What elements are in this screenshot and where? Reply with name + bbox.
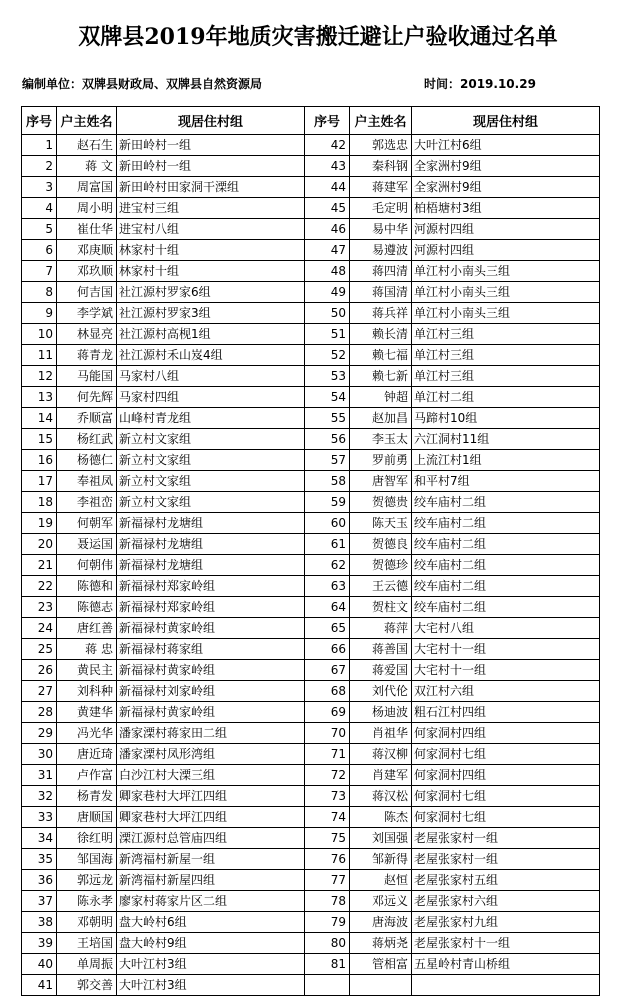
left-seq-cell: 7 [22,261,57,282]
left-seq-cell: 39 [22,933,57,954]
left-village-cell: 新立村文家组 [117,471,305,492]
right-name-cell: 蒋善国 [350,639,412,660]
table-row [22,597,600,618]
right-seq-cell: 50 [305,303,350,324]
right-village-cell: 何家洞村七组 [412,786,600,807]
left-village-cell: 溧江源村总管庙四组 [117,828,305,849]
left-name-cell: 卢作富 [57,765,117,786]
right-seq-cell: 69 [305,702,350,723]
right-village-cell: 老屋张家村六组 [412,891,600,912]
table-row [22,198,600,219]
right-name-cell: 易遵波 [350,240,412,261]
header-village: 现居住村组 [117,107,305,135]
table-row [22,219,600,240]
left-village-cell: 社江源村罗家6组 [117,282,305,303]
right-seq-cell: 81 [305,954,350,975]
right-village-cell: 老屋张家村一组 [412,849,600,870]
right-village-cell: 马蹄村10组 [412,408,600,429]
table-row [22,135,600,156]
right-seq-cell: 58 [305,471,350,492]
table-row [22,429,600,450]
right-name-cell: 钟超 [350,387,412,408]
left-seq-cell: 12 [22,366,57,387]
left-name-cell: 陈永孝 [57,891,117,912]
table-row [22,366,600,387]
left-name-cell: 奉祖凤 [57,471,117,492]
right-name-cell: 唐海波 [350,912,412,933]
left-village-cell: 新立村文家组 [117,429,305,450]
left-name-cell: 邓玖顺 [57,261,117,282]
right-seq-cell: 43 [305,156,350,177]
right-seq-cell: 66 [305,639,350,660]
right-seq-cell: 74 [305,807,350,828]
left-seq-cell: 35 [22,849,57,870]
left-village-cell: 新立村文家组 [117,492,305,513]
left-village-cell: 林家村十组 [117,261,305,282]
right-seq-cell: 78 [305,891,350,912]
left-name-cell: 何吉国 [57,282,117,303]
right-name-cell: 陈天玉 [350,513,412,534]
table-row [22,891,600,912]
left-name-cell: 杨青发 [57,786,117,807]
left-seq-cell: 8 [22,282,57,303]
right-village-cell: 单江村小南头三组 [412,282,600,303]
table-row [22,303,600,324]
right-name-cell: 蒋爱国 [350,660,412,681]
right-name-cell: 刘国强 [350,828,412,849]
left-seq-cell: 18 [22,492,57,513]
left-village-cell: 盘大岭村6组 [117,912,305,933]
right-name-cell: 刘代伦 [350,681,412,702]
left-name-cell: 聂运国 [57,534,117,555]
table-row [22,849,600,870]
right-name-cell: 蒋萍 [350,618,412,639]
right-name-cell: 蒋建军 [350,177,412,198]
left-seq-cell: 14 [22,408,57,429]
right-name-cell: 肖祖华 [350,723,412,744]
left-name-cell: 杨红武 [57,429,117,450]
right-village-cell: 老屋张家村十一组 [412,933,600,954]
left-village-cell: 山峰村青龙组 [117,408,305,429]
left-village-cell: 新福禄村黄家岭组 [117,660,305,681]
left-seq-cell: 15 [22,429,57,450]
table-row [22,786,600,807]
left-seq-cell: 19 [22,513,57,534]
table-row [22,492,600,513]
right-seq-cell: 65 [305,618,350,639]
right-seq-cell: 44 [305,177,350,198]
right-name-cell: 王云德 [350,576,412,597]
left-village-cell: 马家村四组 [117,387,305,408]
right-seq-cell: 67 [305,660,350,681]
left-seq-cell: 25 [22,639,57,660]
left-village-cell: 大叶江村3组 [117,954,305,975]
right-name-cell: 郭选忠 [350,135,412,156]
right-village-cell: 全家洲村9组 [412,156,600,177]
right-name-cell: 蒋四清 [350,261,412,282]
left-name-cell: 周小明 [57,198,117,219]
right-seq-cell: 54 [305,387,350,408]
right-village-cell: 绞车庙村二组 [412,492,600,513]
right-seq-cell: 75 [305,828,350,849]
left-name-cell: 何先辉 [57,387,117,408]
left-village-cell: 新福禄村蒋家组 [117,639,305,660]
table-row [22,324,600,345]
right-village-cell: 何家洞村七组 [412,807,600,828]
left-seq-cell: 13 [22,387,57,408]
table-row [22,639,600,660]
roster-table [21,106,600,996]
right-name-cell: 罗前勇 [350,450,412,471]
right-village-cell: 大宅村十一组 [412,660,600,681]
left-name-cell: 李祖峦 [57,492,117,513]
right-village-cell: 双江村六组 [412,681,600,702]
right-village-cell: 单江村小南头三组 [412,303,600,324]
right-name-cell: 唐智军 [350,471,412,492]
left-seq-cell: 22 [22,576,57,597]
right-village-cell: 五星岭村青山桥组 [412,954,600,975]
date-label: 时间：2019.10.29 [424,77,536,91]
left-seq-cell: 34 [22,828,57,849]
left-name-cell: 何朝军 [57,513,117,534]
left-village-cell: 马家村八组 [117,366,305,387]
left-seq-cell: 10 [22,324,57,345]
left-seq-cell: 3 [22,177,57,198]
right-name-cell: 管相富 [350,954,412,975]
left-village-cell: 新福禄村刘家岭组 [117,681,305,702]
left-seq-cell: 41 [22,975,57,996]
table-row [22,702,600,723]
right-seq-cell: 71 [305,744,350,765]
left-name-cell: 崔仕华 [57,219,117,240]
left-name-cell: 陈德志 [57,597,117,618]
table-row [22,177,600,198]
right-name-cell: 贺德贵 [350,492,412,513]
left-village-cell: 潘家溧村凤形湾组 [117,744,305,765]
right-seq-cell: 47 [305,240,350,261]
right-village-cell: 老屋张家村一组 [412,828,600,849]
right-seq-cell: 68 [305,681,350,702]
right-seq-cell: 55 [305,408,350,429]
right-village-cell: 河源村四组 [412,240,600,261]
left-village-cell: 廖家村蒋家片区二组 [117,891,305,912]
right-name-cell: 蒋汉柳 [350,744,412,765]
table-row [22,576,600,597]
right-village-cell: 全家洲村9组 [412,177,600,198]
left-seq-cell: 2 [22,156,57,177]
left-village-cell: 新田岭村一组 [117,156,305,177]
right-name-cell: 毛定明 [350,198,412,219]
left-seq-cell: 40 [22,954,57,975]
right-village-cell: 单江村三组 [412,366,600,387]
right-village-cell: 粗石江村四组 [412,702,600,723]
left-seq-cell: 6 [22,240,57,261]
right-name-cell: 赵恒 [350,870,412,891]
left-seq-cell: 1 [22,135,57,156]
left-village-cell: 新福禄村黄家岭组 [117,702,305,723]
right-seq-cell: 53 [305,366,350,387]
right-village-cell: 河源村四组 [412,219,600,240]
right-village-cell [412,975,600,996]
right-name-cell: 赖长清 [350,324,412,345]
right-name-cell [350,975,412,996]
header-name-right: 户主姓名 [350,107,412,135]
left-name-cell: 单周振 [57,954,117,975]
right-name-cell: 秦科钢 [350,156,412,177]
right-village-cell: 单江村二组 [412,387,600,408]
right-seq-cell: 77 [305,870,350,891]
table-row [22,744,600,765]
left-village-cell: 新福禄村郑家岭组 [117,597,305,618]
left-name-cell: 郭交善 [57,975,117,996]
right-name-cell: 赖七新 [350,366,412,387]
table-row [22,660,600,681]
table-row [22,471,600,492]
right-seq-cell: 60 [305,513,350,534]
left-name-cell: 蒋 文 [57,156,117,177]
right-name-cell: 易中华 [350,219,412,240]
left-name-cell: 唐顺国 [57,807,117,828]
table-row [22,723,600,744]
left-village-cell: 白沙江村大溧三组 [117,765,305,786]
right-seq-cell: 56 [305,429,350,450]
right-seq-cell: 51 [305,324,350,345]
right-seq-cell: 45 [305,198,350,219]
document-title: 双牌县2019年地质灾害搬迁避让户验收通过名单 [78,24,558,50]
left-village-cell: 新福禄村黄家岭组 [117,618,305,639]
left-village-cell: 社江源村高枧1组 [117,324,305,345]
right-name-cell: 杨迪波 [350,702,412,723]
left-village-cell: 新福禄村郑家岭组 [117,576,305,597]
right-village-cell: 单江村小南头三组 [412,261,600,282]
left-seq-cell: 20 [22,534,57,555]
header-seq: 序号 [22,107,57,135]
table-row [22,240,600,261]
right-village-cell: 何家洞村四组 [412,765,600,786]
left-name-cell: 郭远龙 [57,870,117,891]
left-name-cell: 李学斌 [57,303,117,324]
right-name-cell: 邹新得 [350,849,412,870]
left-seq-cell: 28 [22,702,57,723]
right-name-cell: 肖建军 [350,765,412,786]
left-village-cell: 进宝村三组 [117,198,305,219]
left-name-cell: 蒋青龙 [57,345,117,366]
table-row [22,618,600,639]
right-seq-cell [305,975,350,996]
left-seq-cell: 36 [22,870,57,891]
table-row [22,345,600,366]
table-row [22,513,600,534]
right-name-cell: 赖七福 [350,345,412,366]
left-seq-cell: 30 [22,744,57,765]
right-seq-cell: 73 [305,786,350,807]
table-row [22,870,600,891]
left-seq-cell: 4 [22,198,57,219]
left-name-cell: 周富国 [57,177,117,198]
left-name-cell: 林显亮 [57,324,117,345]
table-row [22,681,600,702]
header-village-right: 现居住村组 [412,107,600,135]
left-seq-cell: 31 [22,765,57,786]
left-seq-cell: 37 [22,891,57,912]
left-name-cell: 何朝伟 [57,555,117,576]
right-village-cell: 绞车庙村二组 [412,534,600,555]
right-seq-cell: 46 [305,219,350,240]
table-row [22,534,600,555]
right-seq-cell: 57 [305,450,350,471]
left-name-cell: 邓朝明 [57,912,117,933]
right-name-cell: 蒋炳尧 [350,933,412,954]
left-village-cell: 林家村十组 [117,240,305,261]
left-seq-cell: 38 [22,912,57,933]
table-row [22,282,600,303]
right-seq-cell: 63 [305,576,350,597]
left-name-cell: 蒋 忠 [57,639,117,660]
left-seq-cell: 11 [22,345,57,366]
right-village-cell: 大宅村十一组 [412,639,600,660]
left-name-cell: 刘科种 [57,681,117,702]
left-name-cell: 黄民主 [57,660,117,681]
right-seq-cell: 61 [305,534,350,555]
left-name-cell: 王培国 [57,933,117,954]
left-village-cell: 新田岭村一组 [117,135,305,156]
right-name-cell: 蒋兵祥 [350,303,412,324]
table-row [22,933,600,954]
left-village-cell: 新福禄村龙塘组 [117,534,305,555]
table-row [22,555,600,576]
header-row [22,107,600,135]
right-village-cell: 大宅村八组 [412,618,600,639]
left-village-cell: 新湾福村新屋一组 [117,849,305,870]
right-village-cell: 老屋张家村五组 [412,870,600,891]
right-village-cell: 六江洞村11组 [412,429,600,450]
right-seq-cell: 59 [305,492,350,513]
right-village-cell: 绞车庙村二组 [412,555,600,576]
right-village-cell: 单江村三组 [412,345,600,366]
left-seq-cell: 32 [22,786,57,807]
right-name-cell: 贺柱文 [350,597,412,618]
left-village-cell: 社江源村罗家3组 [117,303,305,324]
right-village-cell: 上流江村1组 [412,450,600,471]
right-seq-cell: 80 [305,933,350,954]
right-village-cell: 单江村三组 [412,324,600,345]
left-name-cell: 唐红善 [57,618,117,639]
right-seq-cell: 72 [305,765,350,786]
right-name-cell: 邓远义 [350,891,412,912]
table-row [22,807,600,828]
left-village-cell: 新福禄村龙塘组 [117,555,305,576]
header-seq-right: 序号 [305,107,350,135]
right-village-cell: 和平村7组 [412,471,600,492]
right-seq-cell: 64 [305,597,350,618]
right-name-cell: 蒋国清 [350,282,412,303]
right-name-cell: 蒋汉松 [350,786,412,807]
left-village-cell: 新立村文家组 [117,450,305,471]
table-row [22,954,600,975]
left-seq-cell: 23 [22,597,57,618]
left-name-cell: 马能国 [57,366,117,387]
left-name-cell: 冯光华 [57,723,117,744]
left-village-cell: 大叶江村3组 [117,975,305,996]
left-seq-cell: 16 [22,450,57,471]
right-village-cell: 何家洞村四组 [412,723,600,744]
right-seq-cell: 62 [305,555,350,576]
left-seq-cell: 5 [22,219,57,240]
right-seq-cell: 79 [305,912,350,933]
right-name-cell: 赵加昌 [350,408,412,429]
left-village-cell: 社江源村禾山岌4组 [117,345,305,366]
right-seq-cell: 52 [305,345,350,366]
table-row [22,408,600,429]
table-row [22,450,600,471]
left-seq-cell: 21 [22,555,57,576]
right-seq-cell: 42 [305,135,350,156]
left-seq-cell: 29 [22,723,57,744]
table-row [22,156,600,177]
left-village-cell: 新福禄村龙塘组 [117,513,305,534]
left-village-cell: 进宝村八组 [117,219,305,240]
table-row [22,765,600,786]
right-village-cell: 老屋张家村九组 [412,912,600,933]
header-name: 户主姓名 [57,107,117,135]
left-name-cell: 赵石生 [57,135,117,156]
right-name-cell: 李玉太 [350,429,412,450]
left-village-cell: 卿家巷村大坪江四组 [117,807,305,828]
left-seq-cell: 17 [22,471,57,492]
left-seq-cell: 9 [22,303,57,324]
left-village-cell: 盘大岭村9组 [117,933,305,954]
left-seq-cell: 24 [22,618,57,639]
right-village-cell: 绞车庙村二组 [412,576,600,597]
left-name-cell: 邓庚顺 [57,240,117,261]
left-name-cell: 黄建华 [57,702,117,723]
right-seq-cell: 70 [305,723,350,744]
table-row [22,912,600,933]
right-name-cell: 陈杰 [350,807,412,828]
right-village-cell: 何家洞村七组 [412,744,600,765]
right-seq-cell: 49 [305,282,350,303]
right-village-cell: 绞车庙村二组 [412,597,600,618]
left-name-cell: 邹国海 [57,849,117,870]
left-name-cell: 陈德和 [57,576,117,597]
right-seq-cell: 48 [305,261,350,282]
table-row [22,387,600,408]
left-name-cell: 徐红明 [57,828,117,849]
right-village-cell: 大叶江村6组 [412,135,600,156]
compiling-unit: 编制单位：双牌县财政局、双牌县自然资源局 [22,77,263,91]
right-village-cell: 绞车庙村二组 [412,513,600,534]
right-name-cell: 贺德珍 [350,555,412,576]
left-name-cell: 唐近琦 [57,744,117,765]
table-row [22,975,600,996]
left-village-cell: 潘家溧村蒋家田二组 [117,723,305,744]
left-village-cell: 卿家巷村大坪江四组 [117,786,305,807]
left-seq-cell: 27 [22,681,57,702]
table-row [22,261,600,282]
left-name-cell: 杨德仁 [57,450,117,471]
left-village-cell: 新湾福村新屋四组 [117,870,305,891]
left-seq-cell: 26 [22,660,57,681]
table-row [22,828,600,849]
left-name-cell: 乔顺富 [57,408,117,429]
right-name-cell: 贺德良 [350,534,412,555]
left-seq-cell: 33 [22,807,57,828]
right-village-cell: 柏梧塘村3组 [412,198,600,219]
right-seq-cell: 76 [305,849,350,870]
left-village-cell: 新田岭村田家洞干溧组 [117,177,305,198]
